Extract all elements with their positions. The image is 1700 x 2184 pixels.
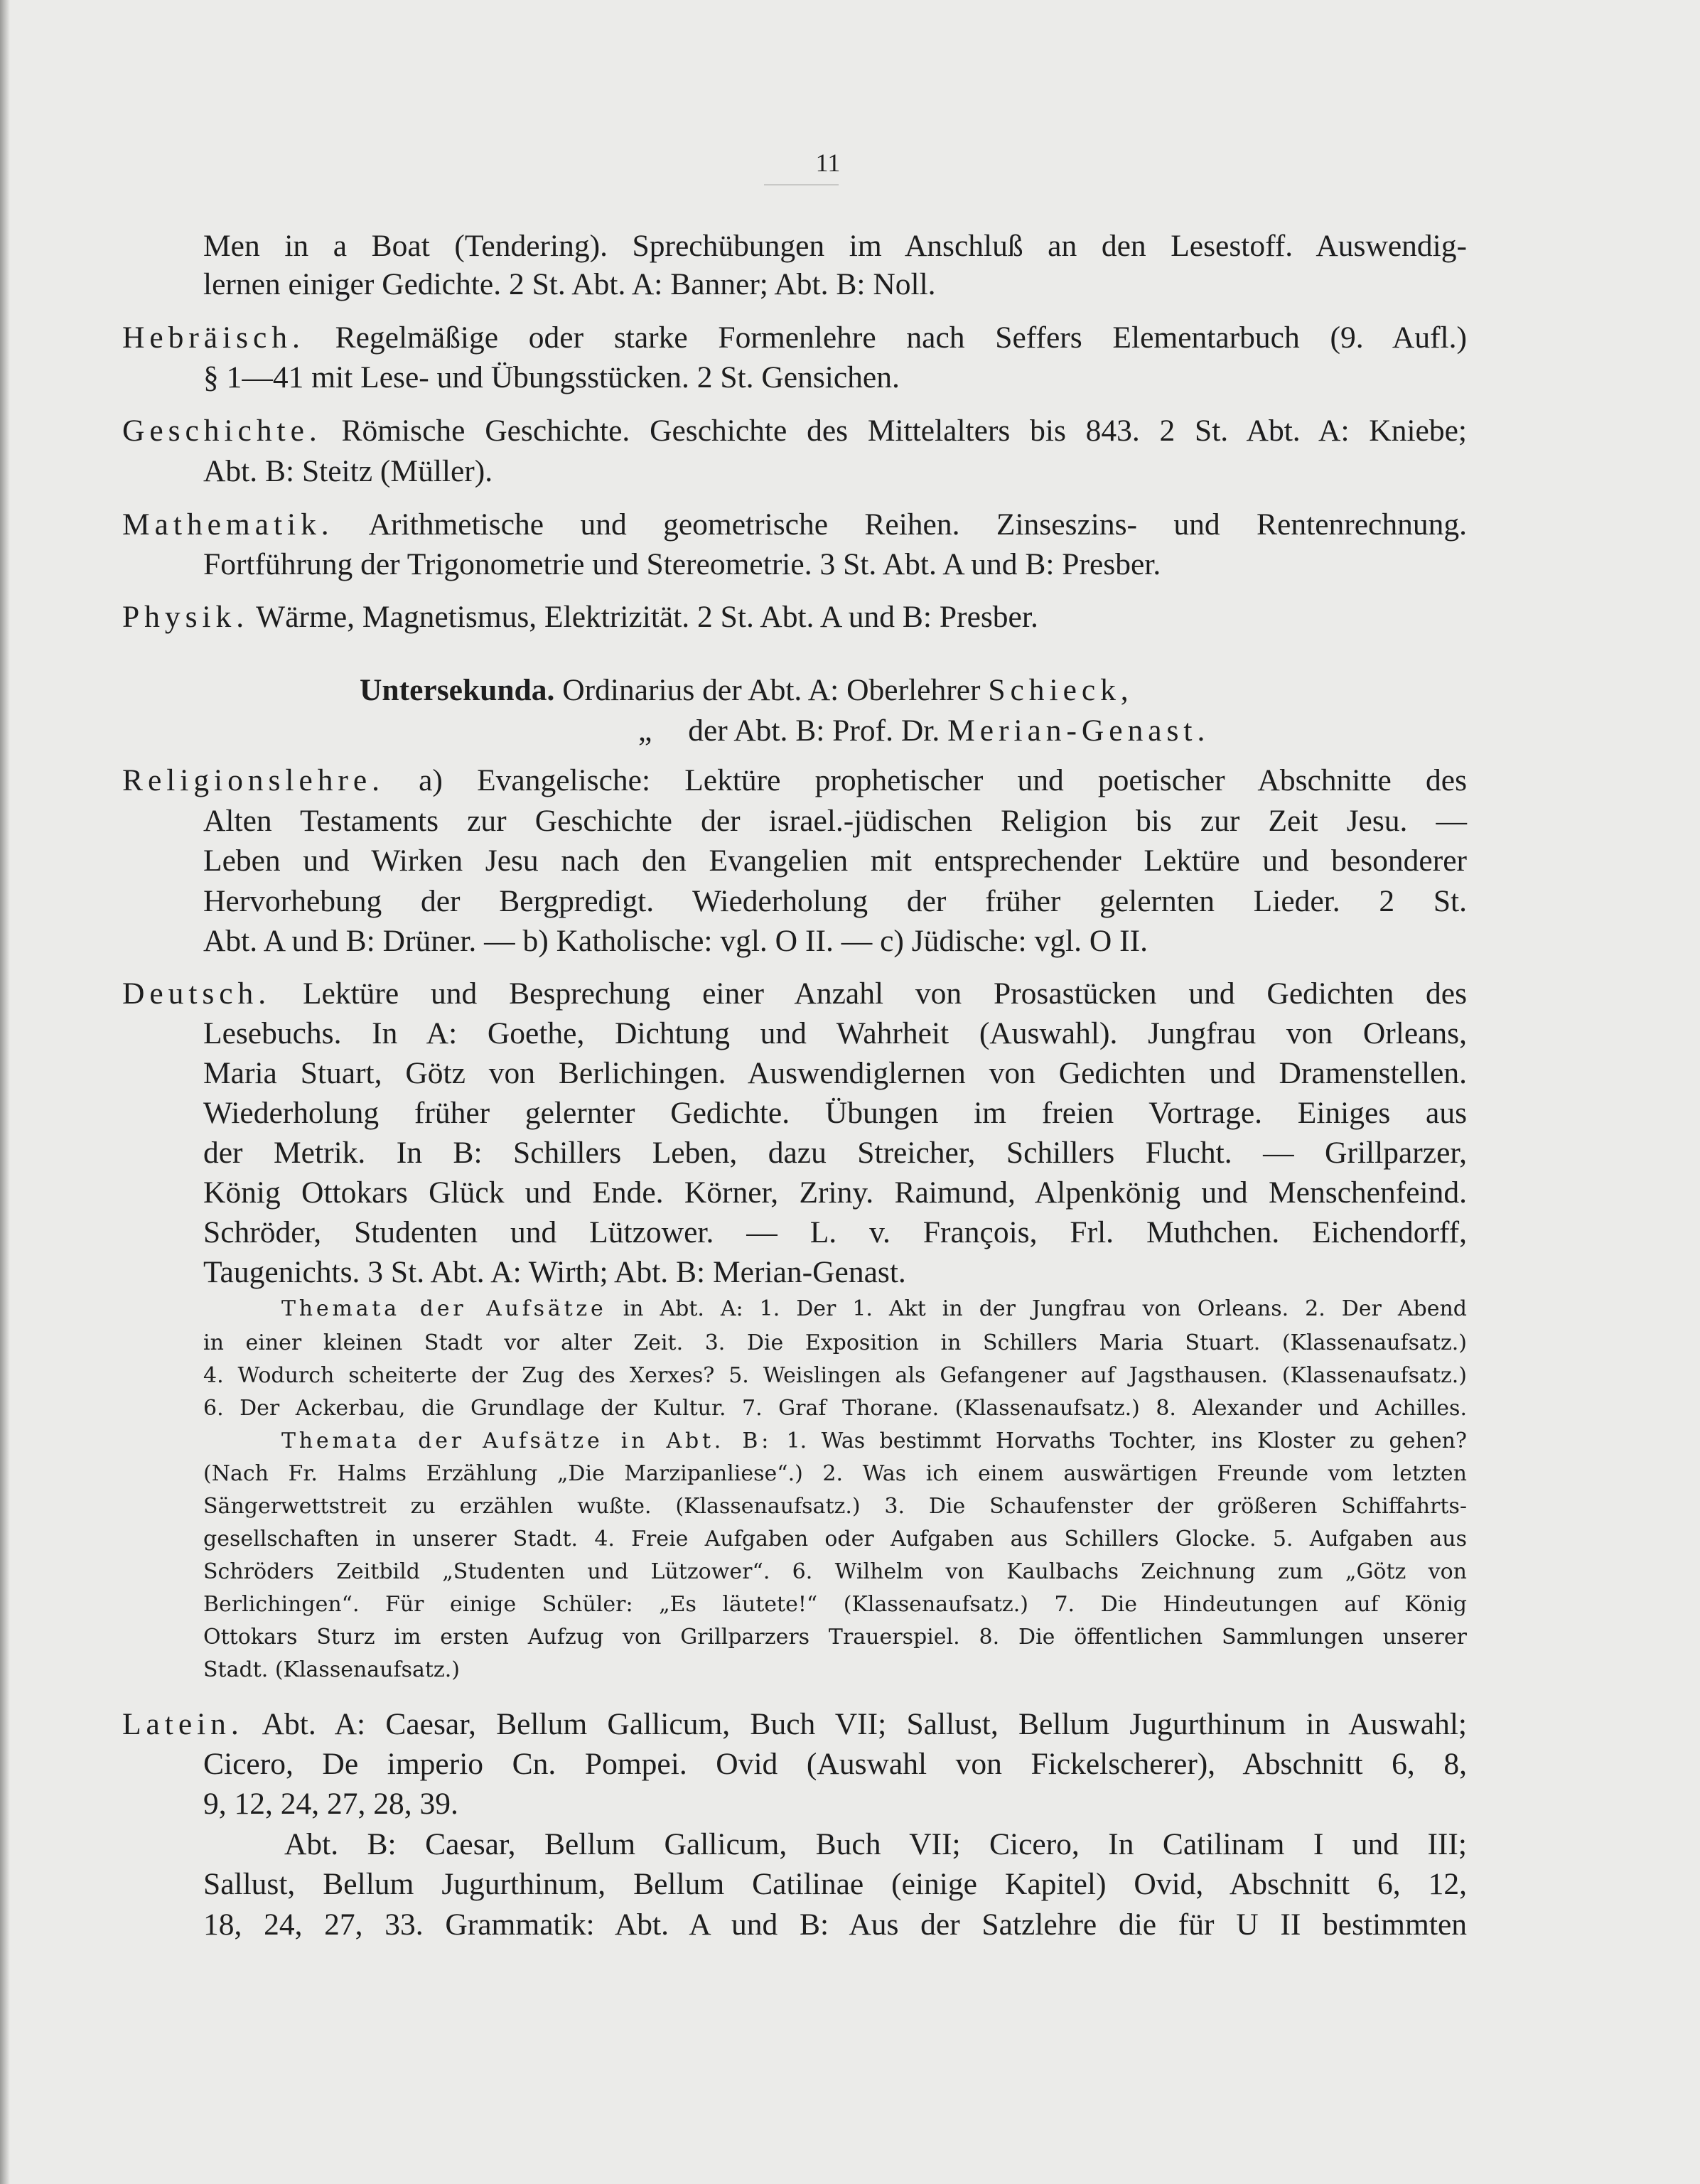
deutsch-heading: Deutsch.: [122, 977, 271, 1011]
hebraeisch-line: § 1—41 mit Lese- und Übungsstücken. 2 St. Gensichen.: [203, 360, 900, 394]
religion-heading: Religionslehre.: [122, 763, 384, 797]
geschichte-text: Römische Geschichte. Geschichte des Mittelalters bis 843. 2 St. Abt. A: Kniebe;: [341, 414, 1467, 448]
ordinarius-b-name: Merian-Genast.: [947, 714, 1210, 748]
englisch-line: lernen einiger Gedichte. 2 St. Abt. A: Banner; Abt. B: Noll.: [203, 267, 936, 301]
physik-text: Wärme, Magnetismus, Elektrizität. 2 St. Abt. A und B: Presber.: [256, 600, 1038, 634]
page-number: 11: [815, 149, 841, 177]
ordinarius-b: der Abt. B: Prof. Dr.: [688, 714, 940, 748]
geschichte-line: Abt. B: Steitz (Müller).: [203, 454, 493, 488]
deutsch-text: Lektüre und Besprechung einer Anzahl von Prosastücken und Gedichten des: [302, 977, 1468, 1011]
themata-a-first: [281, 1292, 1467, 1326]
latein-paragraph-first: [122, 1704, 1467, 1744]
ordinarius-b-line: [638, 711, 1210, 751]
page-number-rule: [764, 184, 839, 185]
physik-heading: Physik.: [122, 600, 249, 634]
ordinarius-a-name: Schieck,: [988, 673, 1134, 707]
mathematik-text: Arithmetische und geometrische Reihen. Zinseszins- und Rentenrechnung.: [368, 507, 1467, 542]
latein-line: 9, 12, 24, 27, 28, 39.: [203, 1787, 458, 1821]
deutsch-line: Lesebuchs. In A: Goethe, Dichtung und Wahrheit (Auswahl). Jungfrau von Orleans,: [203, 1016, 1467, 1050]
scan-edge-shadow: [0, 0, 10, 2184]
mathematik-heading: Mathematik.: [122, 507, 334, 542]
themata-b-line: (Nach Fr. Halms Erzählung „Die Marzipanliese“.) 2. Was ich einem auswärtigen Freunde vom letzten: [203, 1461, 1467, 1486]
geschichte-heading: Geschichte.: [122, 414, 322, 448]
ordinarius-a: Ordinarius der Abt. A: Oberlehrer: [562, 673, 981, 707]
themata-b-line: Berlichingen“. Für einige Schüler: „Es läutete!“ (Klassenaufsatz.) 7. Die Hindeutungen auf König: [203, 1592, 1467, 1617]
deutsch-line: Maria Stuart, Götz von Berlichingen. Auswendiglernen von Gedichten und Dramenstellen.: [203, 1056, 1467, 1090]
physik-paragraph-first: [122, 597, 1467, 637]
religion-line: Alten Testaments zur Geschichte der israel.-jüdischen Religion bis zur Zeit Jesu. —: [203, 804, 1467, 838]
deutsch-line: Taugenichts. 3 St. Abt. A: Wirth; Abt. B: Merian-Genast.: [203, 1255, 906, 1289]
religion-text: a) Evangelische: Lektüre prophetischer und poetischer Abschnitte des: [419, 763, 1468, 797]
religion-line: Abt. A und B: Drüner. — b) Katholische: vgl. O II. — c) Jüdische: vgl. O II.: [203, 924, 1148, 958]
mathematik-line: Fortführung der Trigonometrie und Stereometrie. 3 St. Abt. A und B: Presber.: [203, 547, 1161, 581]
themata-b-line: Sängerwettstreit zu erzählen wußte. (Klassenaufsatz.) 3. Die Schaufenster der größeren Schiffahrts-: [203, 1494, 1467, 1519]
deutsch-line: der Metrik. In B: Schillers Leben, dazu Streicher, Schillers Flucht. — Grillparzer,: [203, 1136, 1467, 1170]
themata-b-line: Schröders Zeitbild „Studenten und Lützower“. 6. Wilhelm von Kaulbachs Zeichnung zum „Götz von: [203, 1559, 1467, 1584]
themata-a-line: 4. Wodurch scheiterte der Zug des Xerxes? 5. Weislingen als Gefangener auf Jagsthausen. (Klassenaufsatz.): [203, 1363, 1467, 1388]
themata-b-line: gesellschaften in unserer Stadt. 4. Freie Aufgaben oder Aufgaben aus Schillers Glocke. 5. Aufgaben aus: [203, 1527, 1467, 1551]
ditto-mark: „: [638, 714, 652, 748]
themata-b-line: Ottokars Sturz im ersten Aufzug von Grillparzers Trauerspiel. 8. Die öffentlichen Sammlungen unserer: [203, 1625, 1467, 1650]
untersekunda-heading-line: [360, 670, 1134, 710]
themata-b-line: Stadt. (Klassenaufsatz.): [203, 1657, 460, 1682]
themata-a-line: 6. Der Ackerbau, die Grundlage der Kultur. 7. Graf Thorane. (Klassenaufsatz.) 8. Alexander und Achilles.: [203, 1396, 1467, 1421]
themata-a-line: in einer kleinen Stadt vor alter Zeit. 3. Die Exposition in Schillers Maria Stuart. (Klassenaufsatz.): [203, 1330, 1467, 1355]
religion-line: Leben und Wirken Jesu nach den Evangelien mit entsprechender Lektüre und besonderer: [203, 844, 1467, 878]
hebraeisch-heading: Hebräisch.: [122, 321, 305, 355]
themata-b-text: 1. Was bestimmt Horvaths Tochter, ins Kloster zu gehen?: [786, 1429, 1467, 1453]
religion-paragraph-first: [122, 760, 1467, 800]
latein-text: Abt. A: Caesar, Bellum Gallicum, Buch VII; Sallust, Bellum Jugurthinum in Auswahl;: [262, 1707, 1467, 1741]
latein-b-line: 18, 24, 27, 33. Grammatik: Abt. A und B: Aus der Satzlehre die für U II bestimmten: [203, 1908, 1467, 1942]
latein-line: Cicero, De imperio Cn. Pompei. Ovid (Auswahl von Fickelscherer), Abschnitt 6, 8,: [203, 1747, 1467, 1781]
themata-b-label: Themata der Aufsätze in Abt. B:: [281, 1429, 773, 1453]
untersekunda-title: Untersekunda.: [360, 673, 555, 707]
themata-b-first: [281, 1424, 1467, 1458]
deutsch-line: König Ottokars Glück und Ende. Körner, Zriny. Raimund, Alpenkönig und Menschenfeind.: [203, 1176, 1467, 1210]
englisch-line: Men in a Boat (Tendering). Sprechübungen im Anschluß an den Lesestoff. Auswendig-: [203, 229, 1467, 263]
religion-line: Hervorhebung der Bergpredigt. Wiederholung der früher gelernten Lieder. 2 St.: [203, 884, 1467, 918]
latein-heading: Latein.: [122, 1707, 244, 1741]
hebraeisch-text: Regelmäßige oder starke Formenlehre nach Seffers Elementarbuch (9. Aufl.): [335, 321, 1468, 355]
latein-b-first: Abt. B: Caesar, Bellum Gallicum, Buch VII; Cicero, In Catilinam I und III;: [284, 1827, 1467, 1861]
themata-a-text: in Abt. A: 1. Der 1. Akt in der Jungfrau von Orleans. 2. Der Abend: [623, 1296, 1467, 1321]
mathematik-paragraph-first: [122, 505, 1467, 544]
themata-a-label: Themata der Aufsätze: [281, 1296, 607, 1321]
deutsch-line: Wiederholung früher gelernter Gedichte. Übungen im freien Vortrage. Einiges aus: [203, 1096, 1467, 1130]
latein-b-line: Sallust, Bellum Jugurthinum, Bellum Catilinae (einige Kapitel) Ovid, Abschnitt 6, 12,: [203, 1867, 1467, 1901]
geschichte-paragraph-first: [122, 411, 1467, 451]
hebraeisch-paragraph-first: [122, 318, 1467, 357]
deutsch-line: Schröder, Studenten und Lützower. — L. v. François, Frl. Muthchen. Eichendorff,: [203, 1215, 1467, 1249]
deutsch-paragraph-first: [122, 974, 1467, 1013]
